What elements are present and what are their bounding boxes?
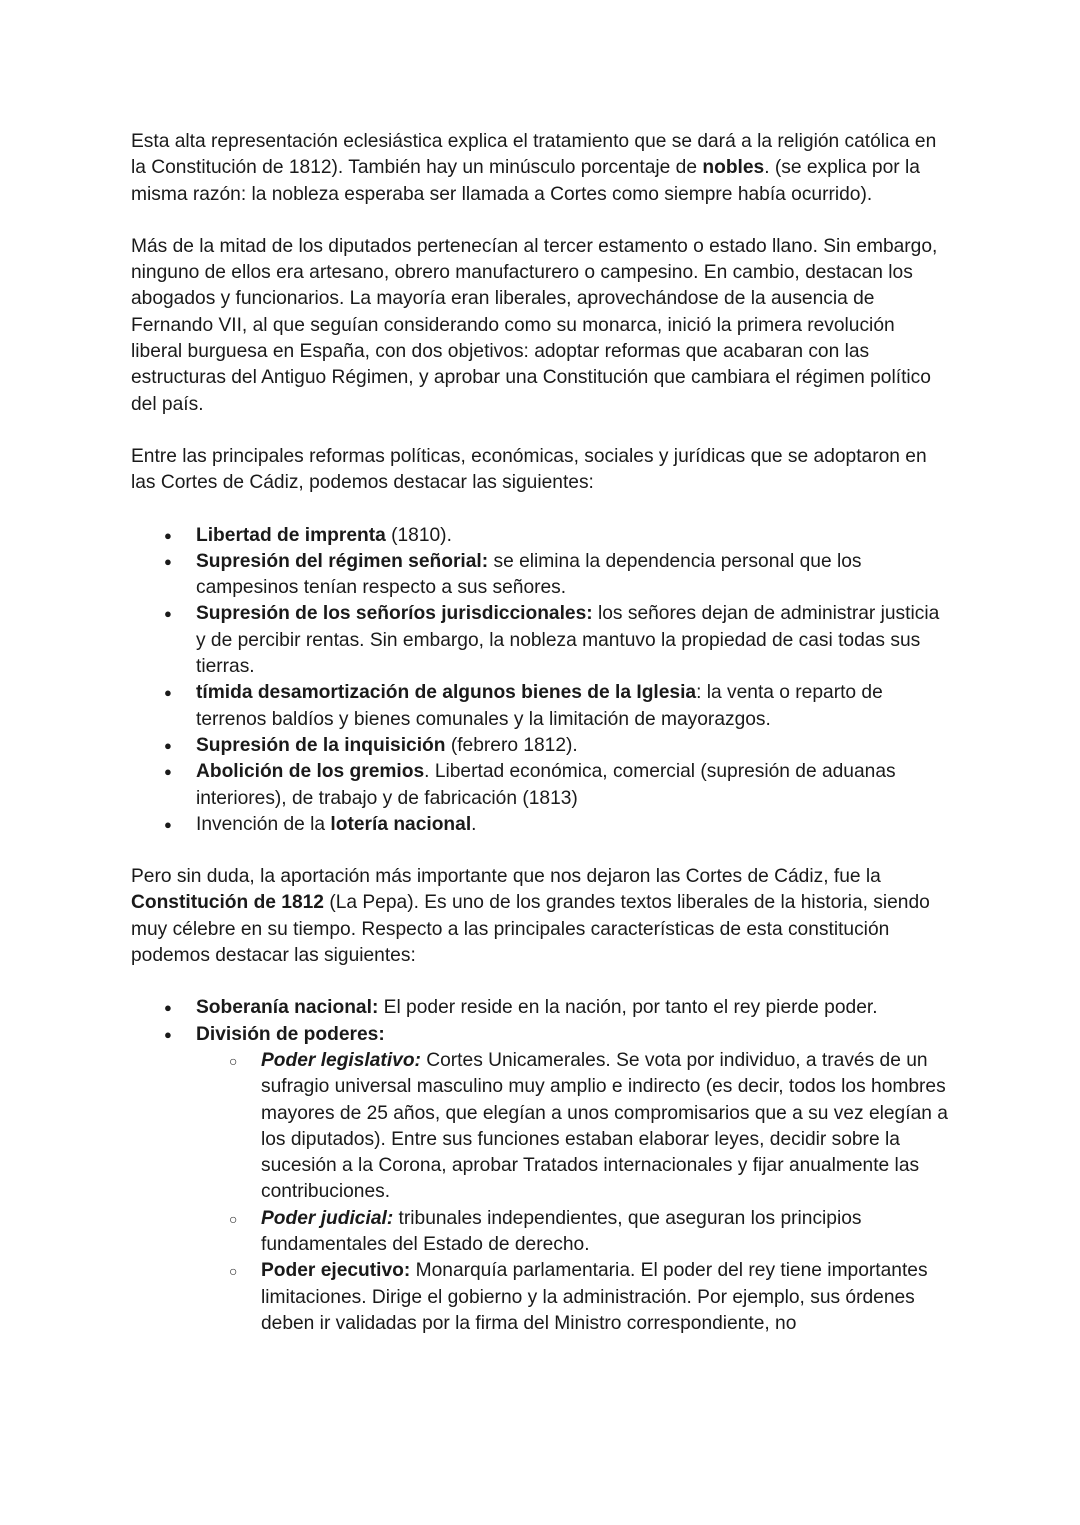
sublist-item: ○ Poder legislativo: Cortes Unicamerales. Se vota por individuo, a través de un sufragio universal masculino muy amplio e indirecto (es decir, todos los hombres mayores de 25 años, que elegían a unos compromisarios que a su vez elegían a los diputados). Entre sus funciones estaban elaborar leyes, decidir sobre la sucesión a la Corona, aprobar Tratados internacionales y fijar anualmente las contribuciones. xyxy=(196,1048,951,1206)
list-item: ● tímida desamortización de algunos bienes de la Iglesia: la venta o reparto de terrenos baldíos y bienes comunales y la limitación de mayorazgos. xyxy=(131,680,951,733)
list-item: ● División de poderes: ○ Poder legislativo: Cortes Unicamerales. Se vota por individuo, a través de un sufragio universal masculino muy amplio e indirecto (es decir, todos los hombres mayores de 25 años, que elegían a unos compromisarios que a su vez elegían a los diputados). Entre sus funciones estaban elaborar leyes, decidir sobre la sucesión a la Corona, aprobar Tratados internacionales y fijar anualmente las contribuciones. ○ Poder judicial: tribunales independientes, que aseguran los principios fundamentales del Estado de derecho. ○ Poder ejecutivo: Monarquía parlamentaria. El poder del rey tiene importantes limitaciones. Dirige el gobierno y la administración. Por ejemplo, sus órdenes deben ir validadas por la firma del Ministro correspondiente, no xyxy=(131,1022,951,1338)
term-constitucion-1812: Constitución de 1812 xyxy=(131,892,324,914)
reforms-list xyxy=(131,523,951,839)
list-item: ● Invención de la lotería nacional. xyxy=(131,812,951,838)
list-item: ● Libertad de imprenta (1810). xyxy=(131,523,951,549)
list-item: ● Supresión del régimen señorial: se elimina la dependencia personal que los campesinos tenían respecto a sus señores. xyxy=(131,549,951,602)
paragraph-constitucion-intro: Pero sin duda, la aportación más importante que nos dejaron las Cortes de Cádiz, fue la Constitución de 1812 (La Pepa). Es uno de los grandes textos liberales de la historia, siendo muy célebre en su tiempo. Respecto a las principales características de esta constitución podemos destacar las siguientes: xyxy=(131,866,930,967)
list-item: ● Supresión de los señoríos jurisdiccionales: los señores dejan de administrar justicia y de percibir rentas. Sin embargo, la nobleza mantuvo la propiedad de casi todas sus tierras. xyxy=(131,601,951,680)
document-page xyxy=(131,129,951,1363)
paragraph-tercer-estado: Más de la mitad de los diputados pertenecían al tercer estamento o estado llano. Sin embargo, ninguno de ellos era artesano, obrero manufacturero o campesino. En cambio, destacan los abogados y funcionarios. La mayoría eran liberales, aprovechándose de la ausencia de Fernando VII, al que seguían considerando como su monarca, inició la primera revolución liberal burguesa en España, con dos objetivos: adoptar reformas que acabaran con las estructuras del Antiguo Régimen, y aprobar una Constitución que cambiara el régimen político del país. xyxy=(131,235,938,415)
list-item: ● Supresión de la inquisición (febrero 1812). xyxy=(131,733,951,759)
paragraph-representation: Esta alta representación eclesiástica explica el tratamiento que se dará a la religión católica en la Constitución de 1812). También hay un minúsculo porcentaje de nobles. (se explica por la misma razón: la nobleza esperaba ser llamada a Cortes como siempre había ocurrido). xyxy=(131,131,937,205)
list-item: ● Soberanía nacional: El poder reside en la nación, por tanto el rey pierde poder. xyxy=(131,995,951,1021)
sublist-item: ○ Poder ejecutivo: Monarquía parlamentaria. El poder del rey tiene importantes limitaciones. Dirige el gobierno y la administración. Por ejemplo, sus órdenes deben ir validadas por la firma del Ministro correspondiente, no xyxy=(196,1258,951,1337)
constitution-features-list xyxy=(131,995,951,1337)
term-nobles: nobles xyxy=(702,157,765,179)
sublist-item: ○ Poder judicial: tribunales independientes, que aseguran los principios fundamentales del Estado de derecho. xyxy=(196,1206,951,1259)
list-item: ● Abolición de los gremios. Libertad económica, comercial (supresión de aduanas interiores), de trabajo y de fabricación (1813) xyxy=(131,759,951,812)
powers-sublist xyxy=(196,1048,951,1337)
paragraph-reformas-intro: Entre las principales reformas políticas, económicas, sociales y jurídicas que se adoptaron en las Cortes de Cádiz, podemos destacar las siguientes: xyxy=(131,445,927,494)
